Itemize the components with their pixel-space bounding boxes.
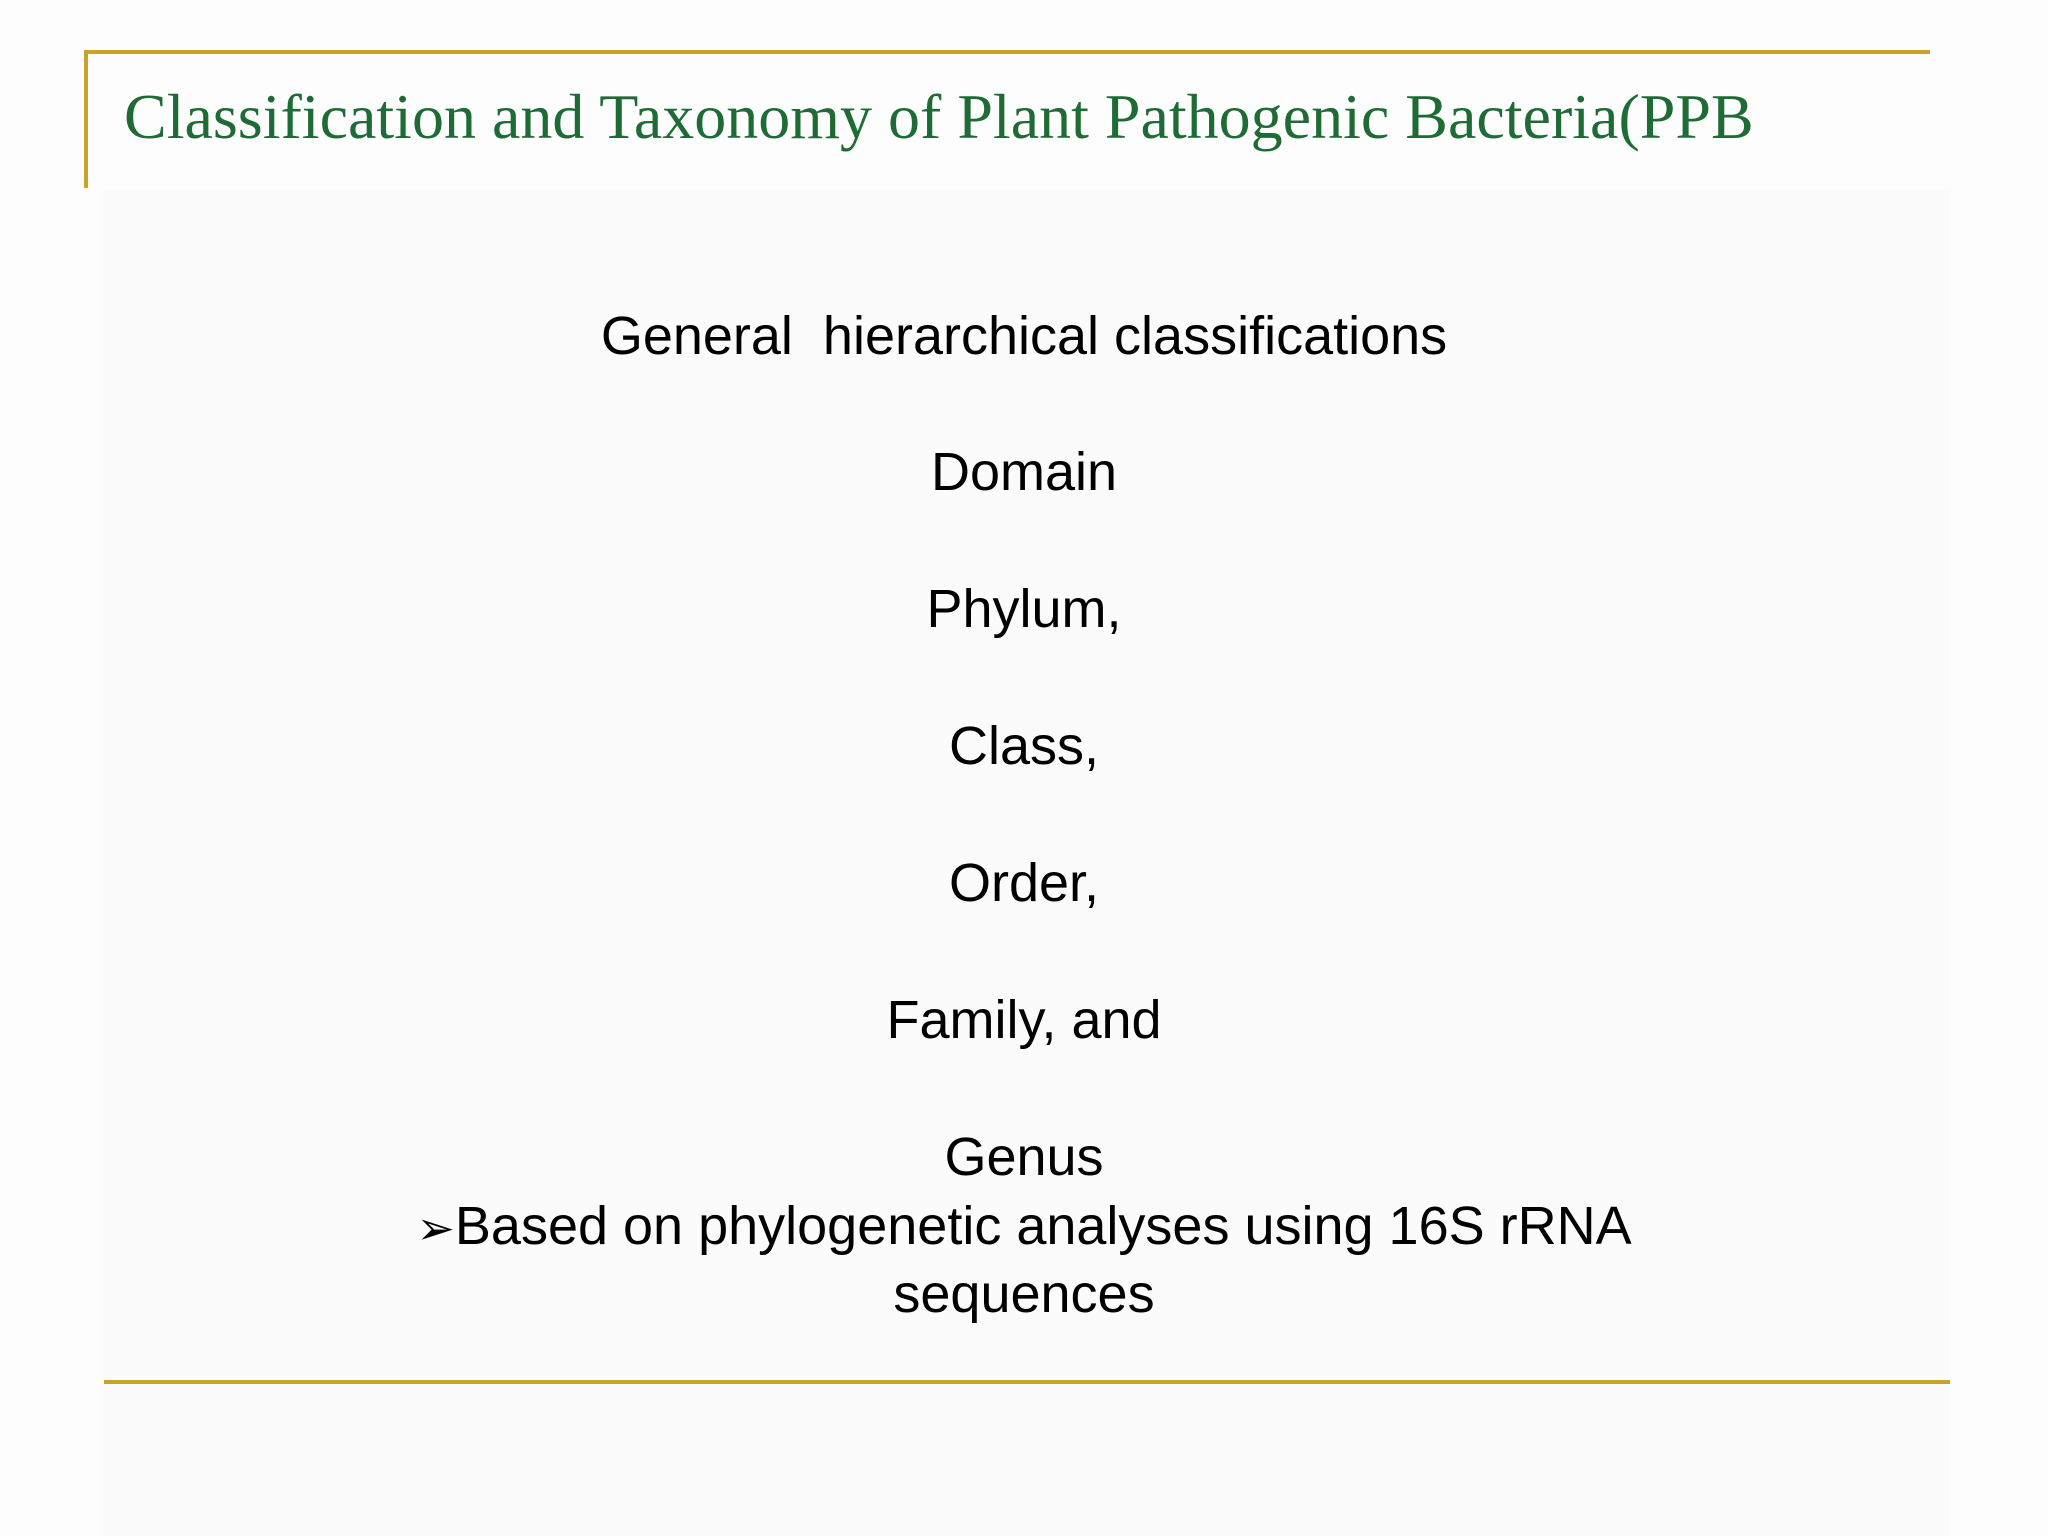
rank-genus: Genus: [944, 1127, 1104, 1187]
rank-phylum: Phylum,: [926, 579, 1122, 639]
subtitle: General hierarchical classifications: [600, 306, 1448, 366]
rank-order: Order,: [948, 853, 1100, 913]
rank-domain: Domain: [930, 442, 1118, 502]
left-accent-rule: [84, 50, 88, 188]
bullet-text-continued: sequences: [893, 1264, 1155, 1324]
slide-title: Classification and Taxonomy of Plant Pathogenic Bacteria(PPB: [124, 81, 1754, 152]
rank-class: Class,: [948, 716, 1100, 776]
top-accent-rule: [84, 50, 1930, 54]
bullet-item: [0, 1192, 2048, 1262]
bottom-accent-rule: [104, 1380, 1950, 1384]
rank-family: Family, and: [886, 990, 1162, 1050]
arrow-bullet-icon: ➢: [416, 1201, 455, 1255]
bullet-text: Based on phylogenetic analyses using 16S rRNA: [454, 1196, 1632, 1256]
